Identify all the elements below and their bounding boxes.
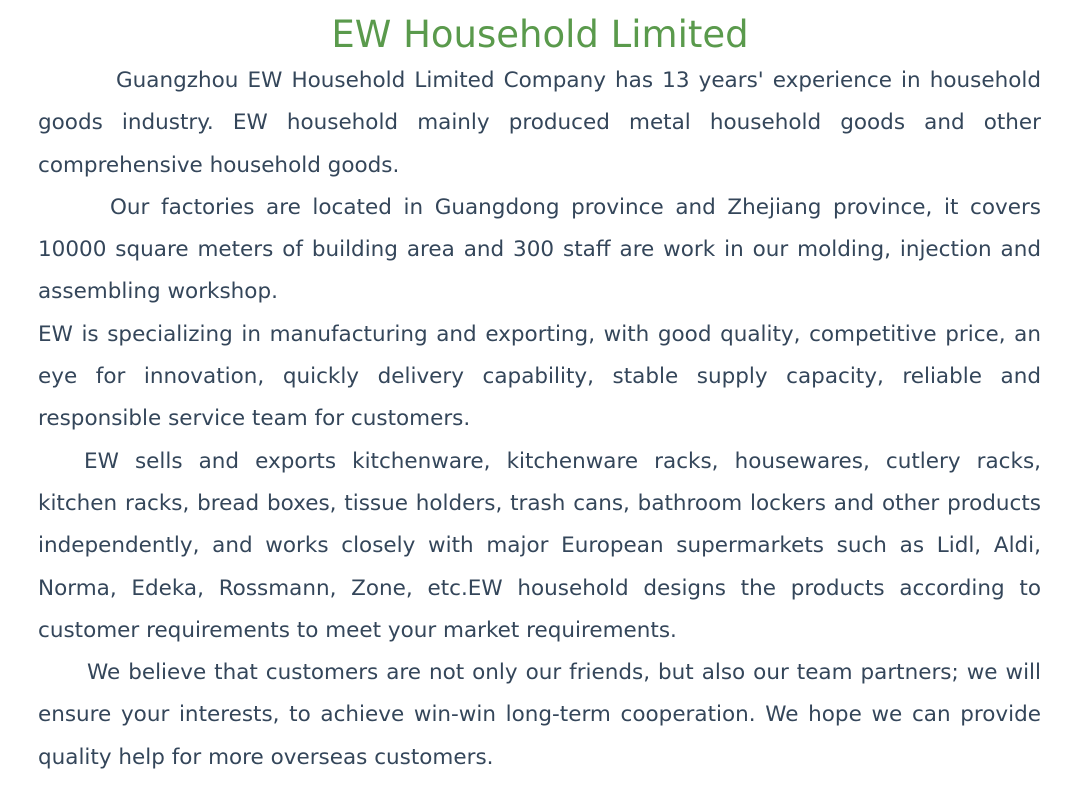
paragraph-company-experience: Guangzhou EW Household Limited Company has 13 years' experience in household goods industry. EW household mainly produced metal household goods and other comprehensive household goods. xyxy=(38,68,1041,178)
paragraph-cooperation: We believe that customers are not only our friends, but also our team partners; we will ensure your interests, to achieve win-win long-term cooperation. We hope we can provide quality help for more overseas customers. xyxy=(38,660,1041,770)
paragraph-products: EW sells and exports kitchenware, kitchenware racks, housewares, cutlery racks, kitchen racks, bread boxes, tissue holders, trash cans, bathroom lockers and other products independently, and works closely with major European supermarkets such as Lidl, Aldi, Norma, Edeka, Rossmann, Zone, etc.EW household designs the products according to customer requirements to meet your market requirements. xyxy=(38,448,1041,643)
page-title: EW Household Limited xyxy=(331,13,749,56)
profile-body xyxy=(38,60,1041,779)
paragraph-factories: Our factories are located in Guangdong province and Zhejiang province, it covers 10000 square meters of building area and 300 staff are work in our molding, injection and assembling workshop. xyxy=(38,194,1041,305)
paragraph-specialization: EW is specializing in manufacturing and exporting, with good quality, competitive price, an eye for innovation, quickly delivery capability, stable supply capacity, reliable and responsible service team for customers. xyxy=(38,321,1041,432)
